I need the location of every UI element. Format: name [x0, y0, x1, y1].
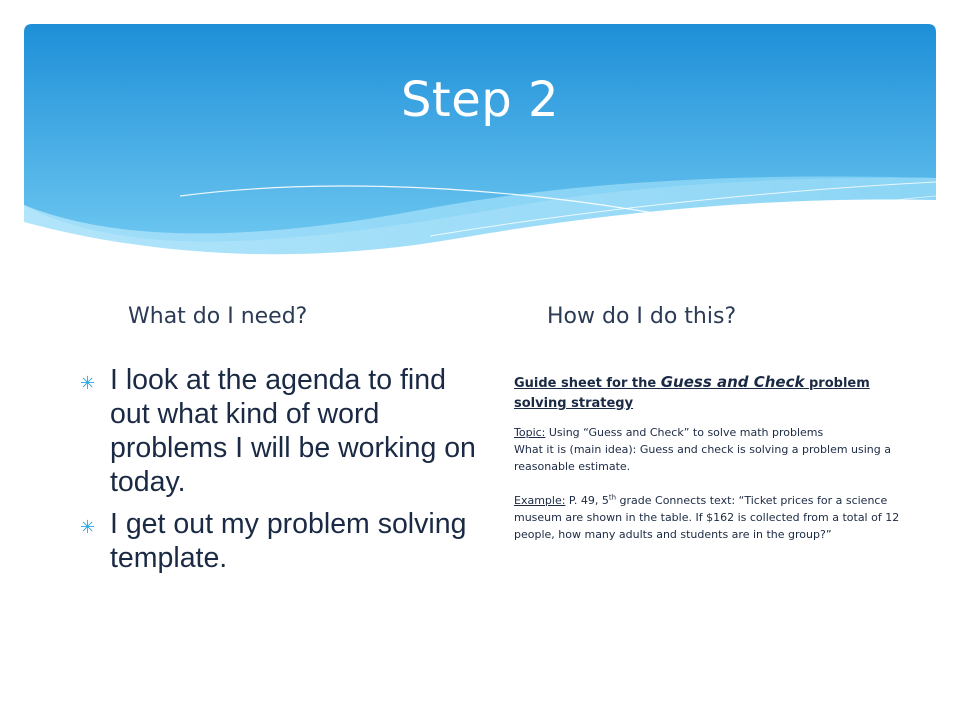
right-column-heading: How do I do this? — [547, 304, 737, 329]
header-wave-banner — [0, 0, 960, 300]
bullet-text: I get out my problem solving template. — [110, 508, 467, 574]
topic-label: Topic: — [514, 426, 546, 439]
spacer — [514, 475, 904, 492]
left-column-heading: What do I need? — [128, 304, 308, 329]
main-idea-label: What it is (main idea): — [514, 443, 637, 456]
asterisk-icon: ✳ — [80, 373, 96, 393]
slide-title: Step 2 — [400, 72, 560, 128]
bullet-text: I look at the agenda to find out what kind of word problems I will be working on today. — [110, 364, 476, 498]
guide-title-prefix: Guide sheet for the — [514, 376, 661, 391]
example-sup: th — [608, 493, 617, 502]
bullet-item — [80, 507, 480, 575]
example-post: grade Connects text: “Ticket prices for a science museum are shown in the table. If $162 is collected from a total of 12 people, how many adults and students are in the group?” — [514, 494, 900, 541]
guide-example — [514, 492, 904, 543]
bullet-list — [80, 363, 480, 583]
topic-text: Using “Guess and Check” to solve math problems — [545, 426, 824, 439]
asterisk-icon: ✳ — [80, 517, 96, 537]
guide-title-suffix: problem solving strategy — [514, 376, 870, 411]
guide-title — [514, 372, 904, 414]
bullet-item — [80, 363, 480, 499]
guide-main-idea — [514, 441, 904, 475]
main-idea-text: Guess and check is solving a problem using a reasonable estimate. — [514, 443, 892, 473]
guide-sheet — [514, 372, 904, 543]
guide-title-emphasis: Guess and Check — [660, 373, 805, 391]
example-label: Example: — [514, 494, 566, 507]
guide-topic — [514, 424, 904, 441]
example-pre: P. 49, 5 — [565, 494, 609, 507]
